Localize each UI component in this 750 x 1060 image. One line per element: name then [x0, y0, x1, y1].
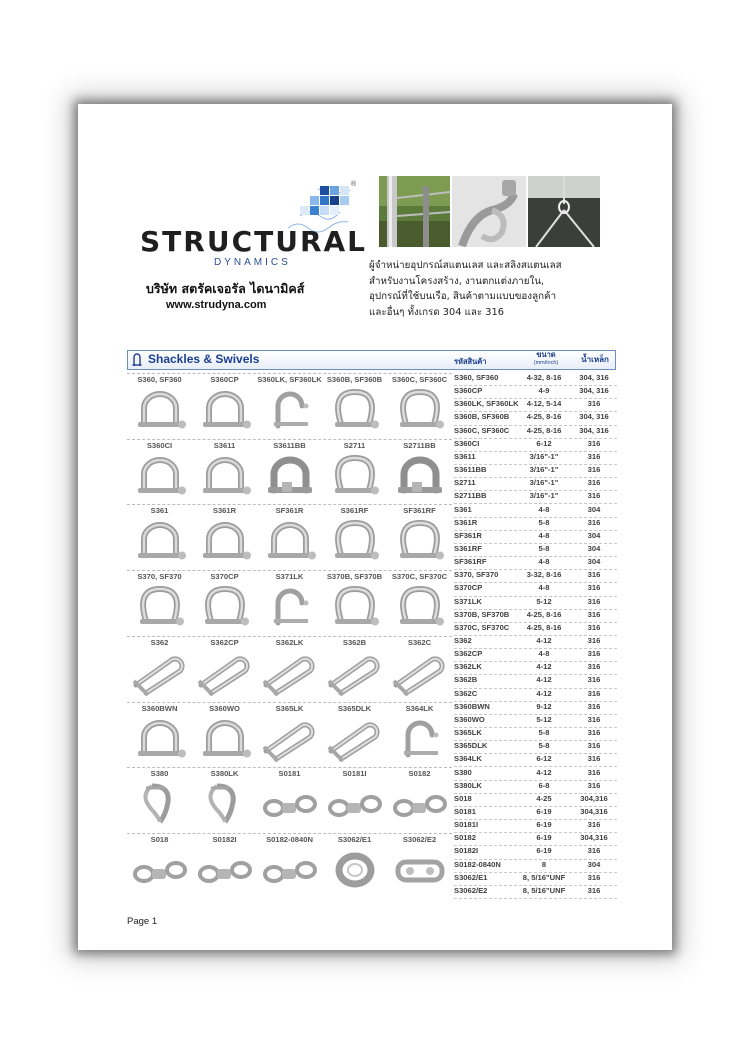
product-label: S361 — [150, 506, 169, 516]
table-row — [454, 517, 617, 531]
product-label: S380 — [150, 769, 169, 779]
product-code: S3611BB — [454, 465, 487, 475]
product-image — [390, 454, 450, 499]
product-code: S360LK, SF360LK — [454, 399, 519, 409]
product-label: S371LK — [275, 572, 304, 582]
table-row — [454, 398, 617, 412]
description-line: อุปกรณ์ที่ใช้บนเรือ, สินค้าตามแบบของลูกค้า — [369, 291, 557, 302]
size-label: ขนาด — [536, 350, 556, 359]
product-material: 316 — [587, 596, 601, 606]
product-size: 4-12 — [536, 662, 552, 672]
product-size: 4-9 — [538, 386, 550, 396]
product-size: 8, 5/16"UNF — [522, 885, 566, 895]
product-size: 6-8 — [538, 780, 550, 790]
product-image — [390, 585, 450, 630]
product-label: S364LK — [405, 703, 434, 713]
product-image — [325, 717, 385, 762]
product-material: 316 — [587, 675, 601, 685]
table-row — [454, 714, 617, 728]
product-size: 8 — [541, 859, 547, 869]
product-size: 6-19 — [536, 833, 552, 843]
product-label: S2711BB — [403, 440, 436, 450]
table-row — [454, 451, 617, 465]
product-code: S370C, SF370C — [454, 622, 510, 632]
product-image — [325, 651, 385, 696]
product-image — [195, 782, 255, 827]
product-label: S362CP — [210, 637, 239, 647]
table-row — [454, 859, 617, 873]
product-material: 304,316 — [580, 793, 608, 803]
company-name: บริษัท สตรัคเจอรัล ไดนามิคส์ — [146, 281, 305, 296]
product-code: S370, SF370 — [454, 570, 499, 580]
table-row — [454, 832, 617, 846]
product-code: S018 — [454, 793, 472, 803]
product-code: S362 — [454, 636, 472, 645]
table-row — [454, 845, 617, 859]
product-code: S360, SF360 — [454, 373, 499, 382]
product-code: S0181I — [454, 820, 479, 830]
product-code: S0182-0840N — [454, 859, 501, 869]
product-image — [195, 519, 255, 564]
column-header-size — [522, 351, 570, 367]
product-image — [130, 782, 190, 827]
product-material: 304,316 — [580, 833, 608, 843]
product-code: S361RF — [454, 543, 482, 553]
product-material: 316 — [587, 741, 601, 751]
table-row — [454, 385, 617, 399]
product-material: 316 — [587, 780, 601, 790]
product-material: 316 — [587, 767, 601, 777]
product-size: 6-19 — [536, 846, 552, 856]
product-image — [390, 848, 450, 893]
column-header-code: รหัสสินค้า — [454, 357, 487, 366]
product-material: 316 — [587, 451, 601, 461]
description-line: สำหรับงานโครงสร้าง, งานตกแต่งภายใน, — [369, 275, 545, 287]
product-size: 5-8 — [538, 543, 550, 553]
product-label: SF361R — [275, 506, 304, 516]
product-code: SF361R — [454, 530, 482, 540]
product-image — [130, 388, 190, 433]
table-row — [454, 648, 617, 662]
product-image — [130, 519, 190, 564]
description-line: และอื่นๆ ทั้งเกรด 304 และ 316 — [369, 306, 505, 318]
product-material: 304 — [587, 859, 601, 869]
product-size: 4-25, 8-16 — [526, 609, 562, 619]
product-material: 304, 316 — [579, 412, 609, 422]
product-label: S360, SF360 — [137, 375, 182, 384]
product-code: S0182I — [454, 846, 479, 856]
table-row — [454, 767, 617, 781]
product-code: S362B — [454, 675, 478, 685]
table-row — [454, 490, 617, 504]
product-label: S370CP — [210, 572, 239, 582]
product-code: S360WO — [454, 714, 485, 724]
product-size: 3/16"-1" — [529, 465, 559, 475]
product-label: S360B, SF360B — [326, 375, 383, 384]
table-row — [454, 635, 617, 649]
table-row — [454, 701, 617, 715]
table-row — [454, 425, 617, 439]
product-label: S370C, SF370C — [391, 572, 448, 582]
product-code: S360B, SF360B — [454, 412, 510, 422]
product-material: 316 — [587, 649, 601, 659]
table-row — [454, 661, 617, 675]
product-label: S362LK — [275, 637, 304, 647]
product-image — [195, 651, 255, 696]
group-divider — [127, 570, 452, 571]
product-size: 4-12 — [536, 675, 552, 685]
product-code: S360BWN — [454, 701, 490, 711]
product-image — [325, 782, 385, 827]
product-material: 316 — [587, 583, 601, 593]
product-label: S360CI — [146, 440, 173, 450]
product-label: S362C — [407, 637, 432, 647]
product-code: S362C — [454, 688, 478, 698]
table-row — [454, 885, 617, 899]
product-label: SF361RF — [403, 506, 436, 516]
product-size: 3/16"-1" — [529, 451, 559, 461]
product-size: 5-12 — [536, 596, 552, 606]
group-divider — [127, 636, 452, 637]
product-code: S371LK — [454, 596, 482, 606]
table-row — [454, 582, 617, 596]
product-material: 316 — [587, 662, 601, 672]
product-code: S370CP — [454, 583, 483, 593]
product-label: S360CP — [210, 375, 239, 384]
product-material: 304 — [587, 504, 601, 514]
product-code: S2711 — [454, 478, 476, 488]
product-material: 316 — [587, 491, 601, 501]
product-image — [390, 388, 450, 433]
product-material: 316 — [587, 438, 601, 448]
table-row — [454, 477, 617, 491]
product-code: S380 — [454, 767, 472, 777]
product-size: 4-25 — [536, 793, 552, 803]
product-image — [195, 388, 255, 433]
product-code: S360CP — [454, 386, 483, 396]
product-size: 3/16"-1" — [529, 478, 559, 488]
product-code: S362CP — [454, 649, 483, 659]
product-label: S3062/E2 — [402, 834, 437, 844]
product-size: 5-8 — [538, 741, 550, 751]
table-row — [454, 674, 617, 688]
product-label: S360WO — [209, 703, 240, 713]
product-code: S365LK — [454, 728, 482, 738]
product-image — [195, 454, 255, 499]
product-material: 304 — [587, 543, 601, 553]
product-material: 316 — [587, 846, 601, 856]
product-size: 6-12 — [536, 438, 552, 448]
product-material: 316 — [587, 714, 601, 724]
product-image — [260, 454, 320, 499]
table-row — [454, 740, 617, 754]
product-size: 4-25, 8-16 — [526, 412, 562, 422]
product-code: S2711BB — [454, 491, 487, 501]
product-image — [390, 717, 450, 762]
product-image — [130, 585, 190, 630]
product-label: S018 — [150, 834, 169, 844]
product-label: S362 — [150, 637, 169, 647]
table-title: Shackles & Swivels — [148, 352, 260, 366]
product-code: S3062/E1 — [454, 872, 488, 882]
product-size: 3/16"-1" — [529, 491, 559, 501]
shackle-icon — [131, 352, 143, 367]
product-size: 6-19 — [536, 820, 552, 830]
product-image — [260, 651, 320, 696]
product-label: S360BWN — [141, 703, 178, 713]
table-row — [454, 556, 617, 570]
group-divider — [127, 504, 452, 505]
group-divider — [127, 767, 452, 768]
product-code: S360CI — [454, 438, 480, 448]
product-image — [130, 651, 190, 696]
product-size: 4-25, 8-16 — [526, 425, 562, 435]
product-size: 4-12 — [536, 688, 552, 698]
company-description — [369, 258, 609, 320]
product-code: S3611 — [454, 451, 476, 461]
product-material: 316 — [587, 728, 601, 738]
table-row — [454, 543, 617, 557]
product-size: 4-8 — [538, 583, 550, 593]
product-image — [390, 651, 450, 696]
product-label: S3611BB — [273, 440, 306, 450]
table-row — [454, 464, 617, 478]
product-label: S361R — [212, 506, 237, 516]
product-size: 5-12 — [536, 714, 552, 724]
table-row — [454, 596, 617, 610]
product-image — [130, 717, 190, 762]
product-size: 4-8 — [538, 649, 550, 659]
table-row — [454, 411, 617, 425]
product-material: 316 — [587, 399, 601, 409]
table-row — [454, 872, 617, 886]
product-material: 304, 316 — [579, 373, 609, 382]
product-size: 4-12 — [536, 767, 552, 777]
product-material: 316 — [587, 701, 601, 711]
photo-railing — [379, 176, 450, 247]
product-size: 4-8 — [538, 530, 550, 540]
product-code: S3062/E2 — [454, 885, 488, 895]
table-row — [454, 793, 617, 807]
product-size: 8, 5/16"UNF — [522, 872, 566, 882]
product-image — [195, 717, 255, 762]
product-code: S361 — [454, 504, 472, 514]
product-material: 316 — [587, 754, 601, 764]
table-row — [454, 622, 617, 636]
product-material: 304, 316 — [579, 425, 609, 435]
product-image — [260, 585, 320, 630]
product-image — [260, 717, 320, 762]
group-divider — [127, 439, 452, 440]
product-material: 304 — [587, 530, 601, 540]
product-label: S2711 — [343, 440, 366, 450]
product-material: 316 — [587, 517, 601, 527]
table-row — [454, 780, 617, 794]
group-divider — [127, 702, 452, 703]
group-divider — [127, 833, 452, 834]
product-size: 9-12 — [536, 701, 552, 711]
table-row — [454, 438, 617, 452]
product-material: 316 — [587, 636, 601, 645]
table-row — [454, 609, 617, 623]
page-number: Page 1 — [127, 916, 158, 927]
product-code: SF361RF — [454, 557, 487, 567]
product-image — [325, 388, 385, 433]
product-material: 316 — [587, 622, 601, 632]
product-material: 316 — [587, 885, 601, 895]
product-code: S380LK — [454, 780, 482, 790]
product-label: S3611 — [213, 440, 236, 450]
product-label: S365DLK — [337, 703, 372, 713]
product-size: 4-32, 8-16 — [526, 373, 562, 382]
product-label: S0182 — [408, 769, 431, 779]
product-code: S0182 — [454, 833, 476, 843]
product-material: 316 — [587, 465, 601, 475]
product-material: 316 — [587, 820, 601, 830]
product-label: S370, SF370 — [137, 572, 182, 582]
product-code: S362LK — [454, 662, 482, 672]
product-image — [390, 519, 450, 564]
product-image — [130, 454, 190, 499]
product-image — [390, 782, 450, 827]
product-size: 4-8 — [538, 504, 550, 514]
table-row — [454, 530, 617, 544]
description-line: ผู้จำหน่ายอุปกรณ์สแตนเลส และสลิงสแตนเลส — [369, 260, 562, 271]
product-label: S380LK — [210, 769, 239, 779]
product-size: 5-8 — [538, 517, 550, 527]
product-label: S365LK — [275, 703, 304, 713]
product-material: 304,316 — [580, 806, 608, 816]
product-material: 304 — [587, 557, 601, 567]
table-row — [454, 688, 617, 702]
product-label: S362B — [342, 637, 367, 647]
company-website: www.strudyna.com — [166, 299, 267, 311]
product-image — [325, 454, 385, 499]
product-material: 316 — [587, 872, 601, 882]
table-row — [454, 806, 617, 820]
product-material: 304, 316 — [579, 386, 609, 396]
product-size: 4-12 — [536, 636, 552, 645]
product-label: S360LK, SF360LK — [257, 375, 322, 384]
product-image — [325, 585, 385, 630]
product-material: 316 — [587, 570, 601, 580]
product-image — [260, 782, 320, 827]
product-label: S0182-0840N — [266, 834, 313, 844]
table-row — [454, 819, 617, 833]
product-label: S3062/E1 — [337, 834, 372, 844]
table-row — [454, 569, 617, 583]
product-label: S370B, SF370B — [326, 572, 383, 582]
product-material: 316 — [587, 688, 601, 698]
photo-rigging — [528, 176, 600, 247]
product-size: 4-12, 5-14 — [526, 399, 562, 409]
product-image — [260, 519, 320, 564]
product-size: 4-8 — [538, 557, 550, 567]
product-code: S370B, SF370B — [454, 609, 510, 619]
product-material: 316 — [587, 609, 601, 619]
product-label: S0181 — [278, 769, 301, 779]
product-code: S0181 — [454, 806, 476, 816]
product-size: 6-19 — [536, 806, 552, 816]
product-image — [260, 388, 320, 433]
product-code: S364LK — [454, 754, 482, 764]
product-size: 6-12 — [536, 754, 552, 764]
product-image — [260, 848, 320, 893]
product-size: 4-25, 8-16 — [526, 622, 562, 632]
table-row — [454, 753, 617, 767]
product-image — [195, 848, 255, 893]
logo-subtitle: DYNAMICS — [214, 257, 291, 268]
product-image — [325, 848, 385, 893]
product-size: 3-32, 8-16 — [526, 570, 562, 580]
product-image — [130, 848, 190, 893]
column-header-material: น้ำเหล็ก — [581, 355, 609, 364]
product-label: S0182I — [212, 834, 237, 844]
product-label: S0181I — [342, 769, 367, 779]
product-size: 5-8 — [538, 728, 550, 738]
photo-hook — [452, 176, 526, 247]
logo-wordmark: STRUCTURAL — [140, 225, 368, 258]
table-row — [454, 727, 617, 741]
product-image — [325, 519, 385, 564]
registered-mark: ® — [351, 181, 357, 188]
size-unit: (mm/inch) — [533, 360, 559, 366]
product-material: 316 — [587, 478, 601, 488]
product-label: S361RF — [340, 506, 369, 516]
table-row — [454, 372, 617, 386]
product-label: S360C, SF360C — [391, 375, 448, 384]
product-code: S360C, SF360C — [454, 425, 510, 435]
product-code: S365DLK — [454, 741, 488, 751]
product-image — [195, 585, 255, 630]
table-row — [454, 504, 617, 518]
product-code: S361R — [454, 517, 478, 527]
group-divider — [127, 373, 452, 374]
